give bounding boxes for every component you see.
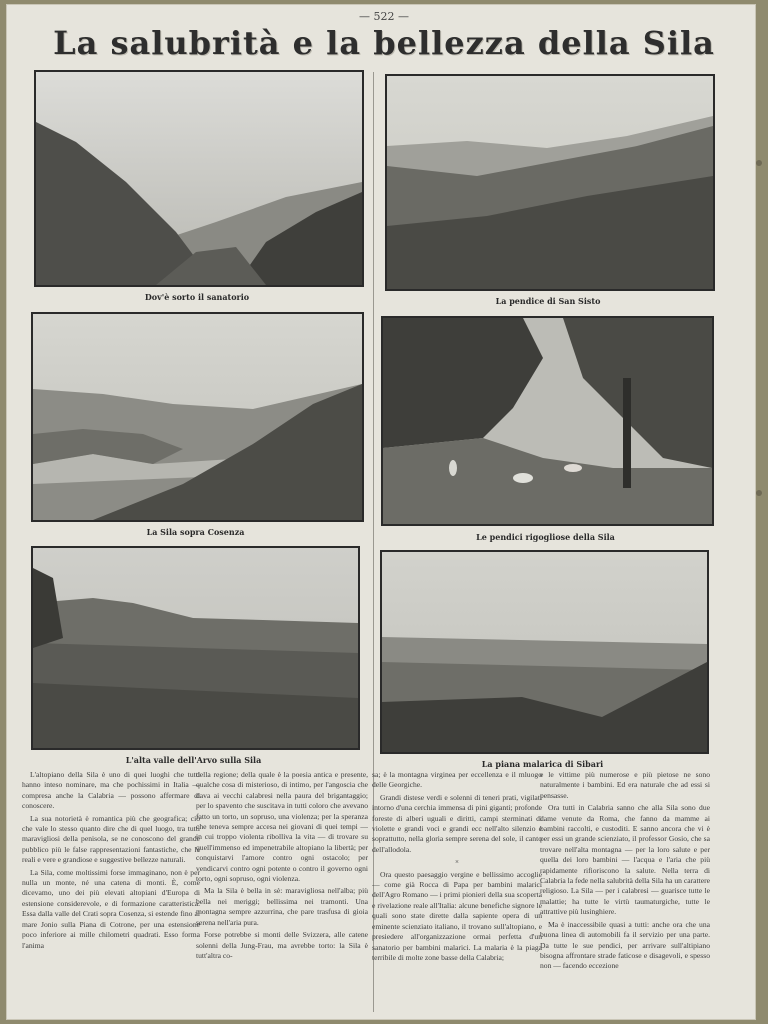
page-title: La salubrità e la bellezza della Sila (53, 24, 715, 62)
photo-san-sisto-slope (385, 74, 715, 291)
article-column-1 (22, 770, 200, 1010)
paragraph: Ma la Sila è bella in sè: maravigliosa nell'alba; più bella nei meriggi; bellissima nei tramonti. Una montagna sempre azzurrina, che pare trasfusa di gioia serena nell'aria pura. (196, 886, 368, 927)
photo-sibari-plain (380, 550, 709, 754)
photo-caption: La pendice di San Sisto (495, 296, 601, 306)
paragraph: Ora questo paesaggio vergine e bellissimo accoglie — come già Rocca di Papa per bambini malarici dell'Agro Romano — i primi pionieri della sua scoperta e rivelazione reale all'Italia: alcune benefiche signore le quali sono state dirette dalla sapiente opera di un eminente scienziato italiano, il trovano sull'altopiano, e presiedere all'organizzazione ormai perfetta d'un sanatorio per bambini malarici. La malaria è la piaga terribile di molte zone basse della Calabria; (372, 869, 542, 962)
paragraph: Forse potrebbe si monti delle Svizzera, alle catene solenni della Jung-Frau, ma avrebbe torto: la Sila è tutt'altra co- (196, 930, 368, 960)
article-column-4 (540, 770, 710, 1010)
photo-caption: Le pendici rigogliose della Sila (476, 532, 615, 542)
photo-caption: La piana malarica di Sibari (481, 759, 604, 769)
paragraph: e le vittime più numerose e più pietose ne sono naturalmente i bambini. Ed era naturale che ad essi si pensasse. (540, 770, 710, 800)
binding-hole (756, 490, 762, 496)
photo-sila-above-cosenza (31, 312, 364, 522)
binding-hole (756, 160, 762, 166)
photo-caption: L'alta valle dell'Arvo sulla Sila (125, 755, 262, 765)
article-column-2 (196, 770, 368, 1010)
paragraph: Ma è inaccessibile quasi a tutti: anche ora che una buona linea di automobili fa il servizio per una parte. Da tutte le sue pendici, per arrivare sull'altipiano bisogna affrontare strade faticose e disagevoli, e spesso non — facendo eccezione (540, 919, 710, 971)
paragraph: della regione; della quale è la poesia antica e presente, qualche cosa di misterioso, di intimo, per l'angoscia che dava ai vecchi calabresi nella paura del brigantaggio; per lo spavento che suscitava in tutti coloro che avevano fatto un torto, un sopruso, una violenza; per la speranza che teneva sempre accesa nei giovani di quei tempi — in cui troppo violenta ribolliva la vita — di trovare su quell'immenso ed impenetrabile altopiano la libertà; per conquistarvi l'amore contro ogni ostacolo; per vendicarvi contro ogni potente o contro il governo ogni torto, ogni sopruso, ogni violenza. (196, 770, 368, 884)
paragraph: sa; è la montagna virginea per eccellenza e il mluogo delle Georgiche. (372, 770, 542, 790)
page-number: — 522 — (359, 10, 409, 23)
paragraph: La Sila, come moltissimi forse immaginano, non è per nulla un monte, né una catena di monti. È, come dicevamo, uno dei più elevati altopiani d'Europa di estensione considerevole, e di formazione caratteristica. Essa dalla valle del Crati sopra Cosenza, si estende fino al mare Jonio sulla Piana di Cotrone, per una estensione poco inferiore ai mille chilometri quadrati. Esso forma l'anima (22, 867, 200, 950)
photo-sanatorium-valley (34, 70, 364, 287)
photo-caption: La Sila sopra Cosenza (146, 527, 245, 537)
photo-caption: Dov'è sorto il sanatorio (144, 292, 250, 302)
paragraph: Grandi distese verdi e solenni di teneri prati, vigilati intorno d'una cerchia immensa di pini giganti; profonde foreste di alberi uguali e diritti, campi sterminati di violette e grandi voci e grandi ecc nell'alto silenzio e soprattutto, nella gloria sempre serena del sole, il canto dell'allodola. (372, 792, 542, 854)
section-separator: × (455, 858, 459, 867)
paragraph: La sua notorietà è romantica più che geografica; ciò che vale lo stesso quanto dire che di quel luogo, tra tutti maravigliosi della penisola, se ne conoscono del grande pubblico più le false rappresentazioni fantastiche, che le reali e vere e grandiose e suggestive bellezze naturali. (22, 813, 200, 865)
article-column-3 (372, 770, 542, 1010)
photo-lush-slopes (381, 316, 714, 526)
photo-arvo-valley (31, 546, 360, 750)
paragraph: L'altopiano della Sila è uno di quei luoghi che tutti hanno inteso nominare, ma che pochissimi in Italia — compresa anche la Calabria — possono affermare di conoscere. (22, 770, 200, 811)
paragraph: Ora tutti in Calabria sanno che alla Sila sono due dame venute da Roma, che fanno da mamme ai bambini raccolti, e custoditi. E sanno ancora che vi è per essi un grande scienziato, il professor Gosio, che sa trovare nell'alta montagna — per la loro salute e per quella dei loro bambini — l'acqua e l'aria che più rapidamente rifioriscono la salute. Nella terra di Calabria la fede nella salubrità della Sila ha un carattere religioso. La Sila — per i calabresi — guarisce tutte le malattie; ha tutte le virtù taumaturgiche, tutte le attrattive più lusinghiere. (540, 803, 710, 917)
